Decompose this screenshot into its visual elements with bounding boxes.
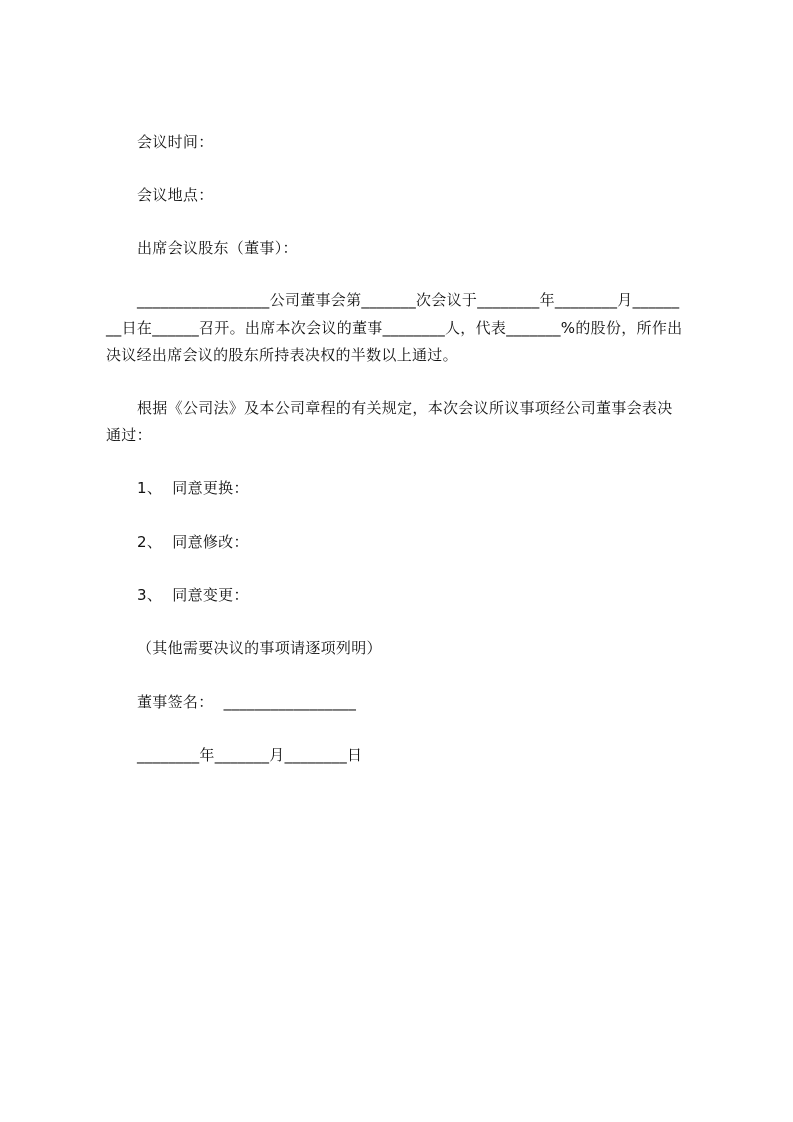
attendees-label: 出席会议股东（董事）： [137,239,298,257]
paragraph-1-line-3: 决议经出席会议的股东所持表决权的半数以上通过。 [106,346,458,364]
other-items-note: （其他需要决议的事项请逐项列明） [137,639,382,657]
meeting-place-label: 会议地点： [137,186,214,204]
resolution-item-3: 3、 同意变更： [137,586,249,604]
paragraph-1-line-2: __日在______召开。出席本次会议的董事________人，代表_______%的股份，所作出 [106,319,683,337]
meeting-time-label: 会议时间： [137,133,214,151]
resolution-item-1: 1、 同意更换： [137,479,249,497]
paragraph-2-line-2: 通过： [106,426,152,444]
paragraph-1-line-1: _________________公司董事会第_______次会议于________年________月______ [137,291,680,309]
director-signature-line: 董事签名： _________________ [137,693,357,711]
resolution-item-2: 2、 同意修改： [137,533,249,551]
date-line: ________年_______月________日 [137,746,363,764]
paragraph-2-line-1: 根据《公司法》及本公司章程的有关规定，本次会议所议事项经公司董事会表决 [137,399,673,417]
